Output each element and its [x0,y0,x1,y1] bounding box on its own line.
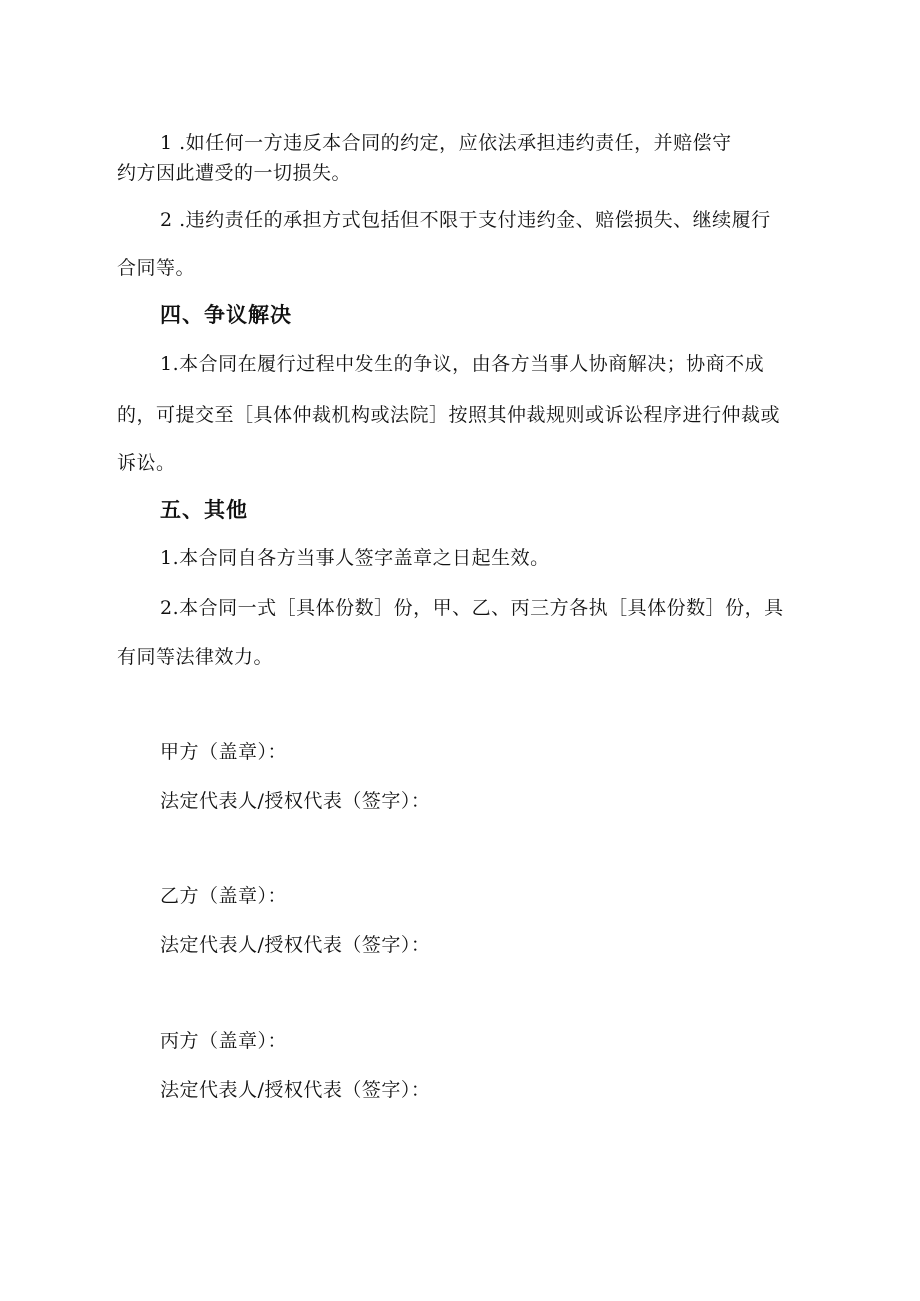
clause-3-item-1-line-2: 约方因此遭受的一切损失。 [117,162,352,184]
party-c-representative-label: 法定代表人/授权代表（签字）： [160,1079,431,1101]
clause-4-heading: 四、争议解决 [160,303,292,327]
clause-4-item-1-line-3: 诉讼。 [117,452,176,474]
party-a-representative-label: 法定代表人/授权代表（签字）： [160,790,431,812]
clause-5-item-2-line-1: 2.本合同一式［具体份数］份，甲、乙、丙三方各执［具体份数］份，具 [160,597,784,619]
clause-5-item-2-line-2: 有同等法律效力。 [117,646,274,668]
clause-3-item-1-line-1: 1 .如任何一方违反本合同的约定，应依法承担违约责任，并赔偿守 [160,132,732,154]
clause-3-item-2-line-1: 2 .违约责任的承担方式包括但不限于支付违约金、赔偿损失、继续履行 [160,209,771,231]
clause-4-item-1-line-2: 的，可提交至［具体仲裁机构或法院］按照其仲裁规则或诉讼程序进行仲裁或 [117,404,781,426]
party-b-representative-label: 法定代表人/授权代表（签字）： [160,934,431,956]
party-c-seal-label: 丙方（盖章）： [160,1030,288,1052]
clause-5-item-1: 1.本合同自各方当事人签字盖章之日起生效。 [160,547,550,569]
clause-3-item-2-line-2: 合同等。 [117,257,196,279]
clause-4-item-1-line-1: 1.本合同在履行过程中发生的争议，由各方当事人协商解决；协商不成 [160,353,765,375]
party-b-seal-label: 乙方（盖章）： [160,885,288,907]
clause-5-heading: 五、其他 [160,498,248,522]
party-a-seal-label: 甲方（盖章）： [160,741,288,763]
